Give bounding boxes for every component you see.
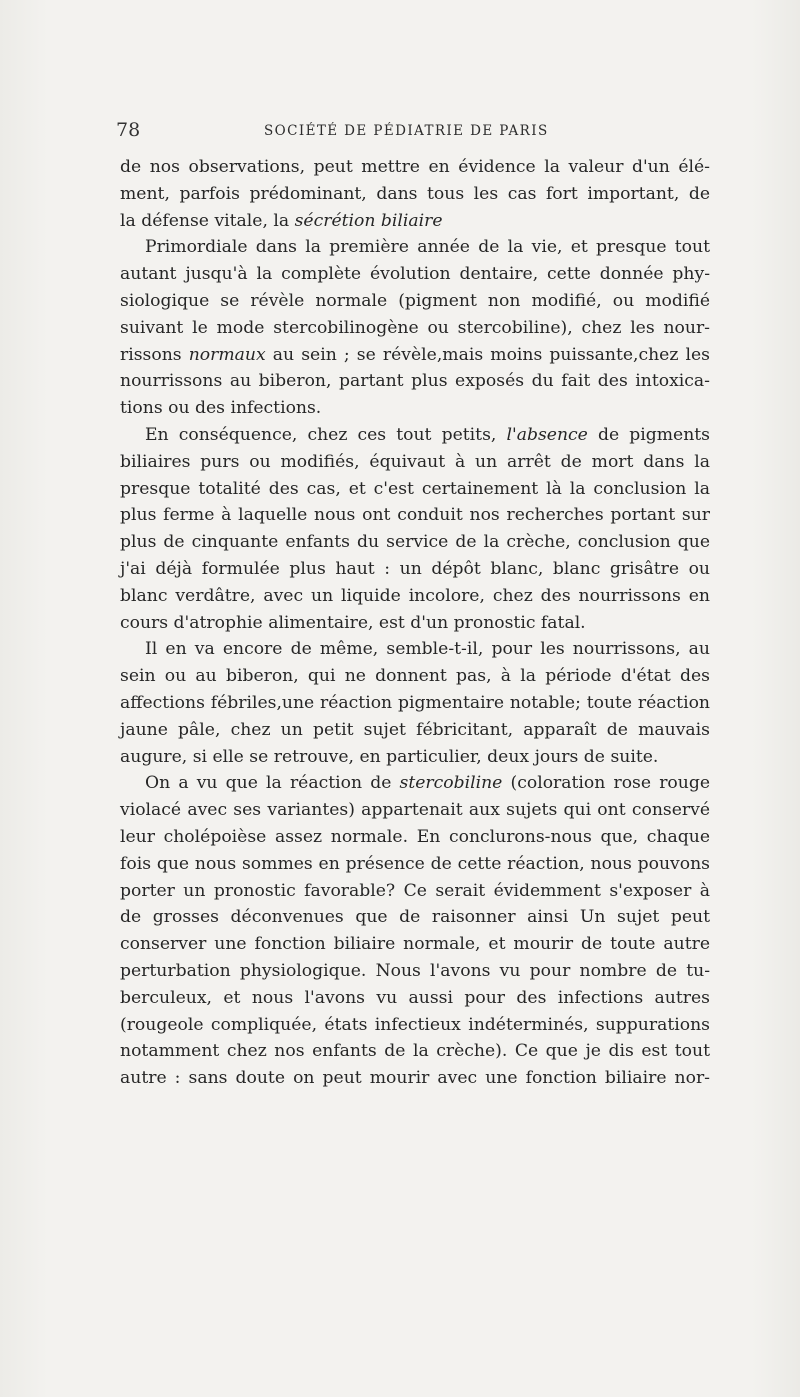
text-line: porter un pronostic favorable? Ce serait évidemment s'exposer à bbox=[120, 880, 710, 901]
text-line: autant jusqu'à la complète évolution dentaire, cette donnée phy- bbox=[120, 264, 710, 285]
text-line: perturbation physiologique. Nous l'avons vu pour nombre de tu- bbox=[120, 960, 710, 981]
emphasis-text: stercobiline bbox=[399, 773, 503, 794]
text-line: rissons normaux au sein ; se révèle,mais moins puissante,chez les bbox=[120, 344, 711, 365]
text-line: sein ou au biberon, qui ne donnent pas, à la période d'état des bbox=[120, 666, 710, 687]
emphasis-text: l'absence bbox=[506, 424, 588, 445]
body-text bbox=[120, 154, 710, 1092]
text-line: j'ai déjà formulée plus haut : un dépôt blanc, blanc grisâtre ou bbox=[120, 558, 710, 579]
text-line: plus ferme à laquelle nous ont conduit nos recherches portant sur bbox=[120, 505, 710, 526]
text-line: affections fébriles,une réaction pigmentaire notable; toute réaction bbox=[120, 692, 710, 713]
emphasis-text: normaux bbox=[188, 344, 266, 365]
text-line: augure, si elle se retrouve, en particulier, deux jours de suite. bbox=[120, 746, 659, 767]
text-line: biliaires purs ou modifiés, équivaut à un arrêt de mort dans la bbox=[120, 451, 710, 472]
text-line: la défense vitale, la sécrétion biliaire bbox=[120, 210, 443, 231]
page-number: 78 bbox=[116, 119, 141, 141]
text-line: notamment chez nos enfants de la crèche). Ce que je dis est tout bbox=[120, 1041, 710, 1062]
text-line: cours d'atrophie alimentaire, est d'un pronostic fatal. bbox=[120, 612, 586, 633]
text-line: suivant le mode stercobilinogène ou stercobiline), chez les nour- bbox=[120, 317, 710, 338]
text-line: ment, parfois prédominant, dans tous les cas fort important, de bbox=[120, 183, 710, 204]
page-header bbox=[116, 118, 712, 142]
text-line: On a vu que la réaction de stercobiline (coloration rose rouge bbox=[145, 773, 710, 794]
text-line: Il en va encore de même, semble-t-il, pour les nourrissons, au bbox=[145, 639, 710, 660]
text-line: plus de cinquante enfants du service de la crèche, conclusion que bbox=[120, 532, 710, 553]
text-line: de grosses déconvenues que de raisonner ainsi Un sujet peut bbox=[120, 907, 710, 928]
text-line: leur cholépoièse assez normale. En conclurons-nous que, chaque bbox=[120, 826, 710, 847]
text-line: violacé avec ses variantes) appartenait aux sujets qui ont conservé bbox=[120, 800, 710, 821]
text-line: berculeux, et nous l'avons vu aussi pour des infections autres bbox=[120, 987, 710, 1008]
text-line: blanc verdâtre, avec un liquide incolore, chez des nourrissons en bbox=[120, 585, 710, 606]
text-line: siologique se révèle normale (pigment non modifié, ou modifié bbox=[120, 290, 710, 311]
text-line: (rougeole compliquée, états infectieux indéterminés, suppurations bbox=[120, 1014, 710, 1035]
emphasis-text: sécrétion biliaire bbox=[294, 210, 443, 231]
text-line: presque totalité des cas, et c'est certainement là la conclusion la bbox=[120, 478, 710, 499]
text-line: de nos observations, peut mettre en évidence la valeur d'un élé- bbox=[120, 157, 710, 177]
text-line: conserver une fonction biliaire normale, et mourir de toute autre bbox=[120, 934, 710, 955]
text-line: autre : sans doute on peut mourir avec une fonction biliaire nor- bbox=[120, 1068, 710, 1089]
text-line: Primordiale dans la première année de la vie, et presque tout bbox=[145, 237, 710, 258]
text-line: jaune pâle, chez un petit sujet fébricitant, apparaît de mauvais bbox=[120, 719, 710, 740]
text-line: fois que nous sommes en présence de cette réaction, nous pouvons bbox=[120, 853, 710, 874]
text-line: nourrissons au biberon, partant plus exposés du fait des intoxica- bbox=[120, 371, 710, 392]
running-head: SOCIÉTÉ DE PÉDIATRIE DE PARIS bbox=[264, 123, 549, 139]
text-line: tions ou des infections. bbox=[120, 398, 322, 419]
text-line: En conséquence, chez ces tout petits, l'absence de pigments bbox=[145, 424, 711, 445]
